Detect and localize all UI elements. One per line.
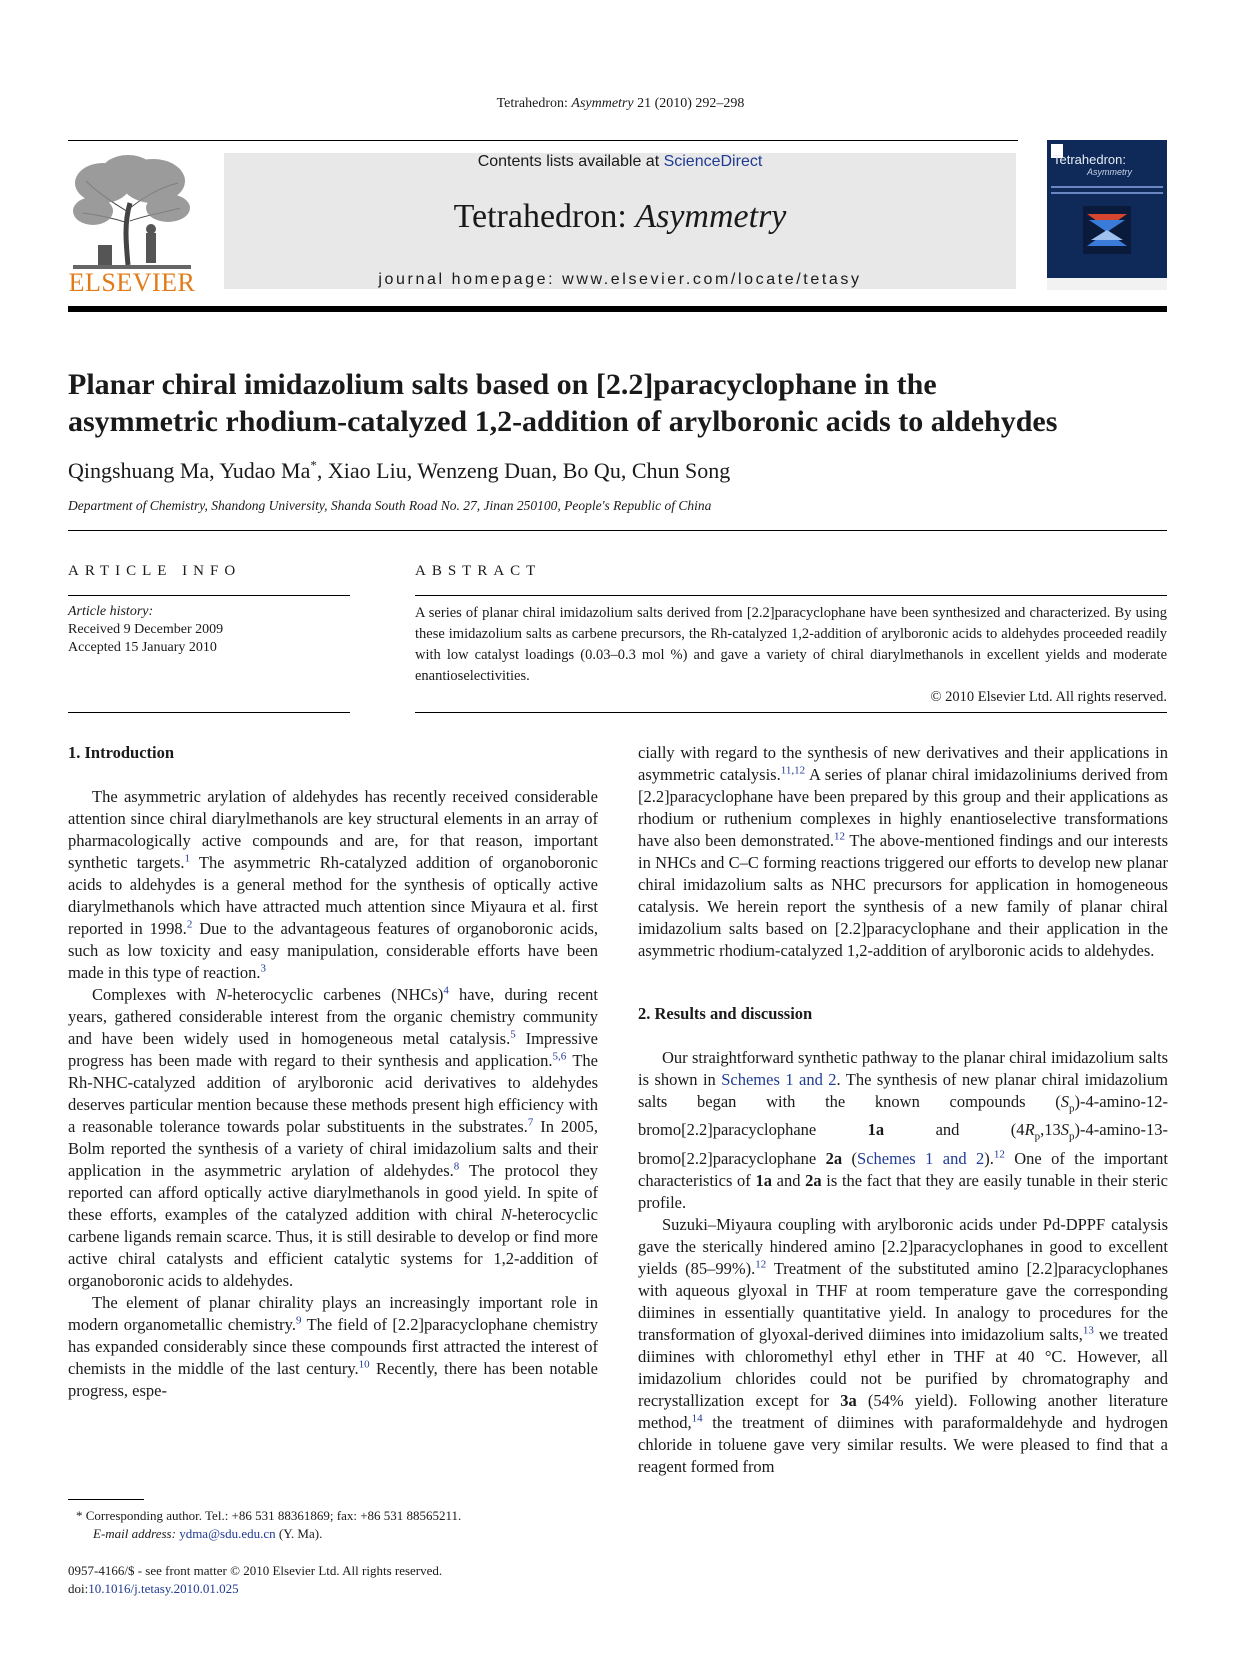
contents-line: Contents lists available at ScienceDirect [477,153,763,170]
doi-link[interactable]: 10.1016/j.tetasy.2010.01.025 [88,1581,239,1596]
header-bottom-rule [68,306,1167,312]
elsevier-wordmark: ELSEVIER [68,268,196,297]
ref-link[interactable]: 8 [453,1160,460,1173]
ref-link[interactable]: 11,12 [780,764,806,777]
journal-name: Tetrahedron: Asymmetry [453,198,787,235]
ref-link[interactable]: 13 [1082,1324,1094,1337]
ref-link[interactable]: 3 [260,962,266,975]
results-paragraph-2: Suzuki–Miyaura coupling with arylboronic acids under Pd-DPPF catalysis gave the sterically hindered amino [2.2]paracyclophanes in good to excellent yields (85–99%).$^{12}$ Treatment of the substituted amino [2.2]paracyclophanes with aqueous glyoxal in THF at room temperature gave the corresponding diimines in essentially quantitative yield. In analogy to procedures for the transformation of glyoxal-derived diimines into imidazolium salts,$^{13}$ we treated diimines with chloromethyl ethyl ether in THF at 40 °C. However, all imidazolium chlorides could not be purified by chromatography and recrystallization except for 3a (54% yield). Following another literature method,$^{14}$ the treatment of diimines with paraformaldehyde and hydrogen chloride in toluene gave very similar results. We were pleased to find that a reagent formed from [638,1214,1169,1476]
journal-citation: Tetrahedron: Asymmetry 21 (2010) 292–298 [496,96,745,111]
intro-paragraph-2: Complexes with N-heterocyclic carbenes (NHCs)$^4$ have, during recent years, gathered considerable interest from the organic chemistry community and have been widely used in homogeneous metal catalysis.$^5$ Impressive progress has been made with regard to their synthesis and application.$^{5,6}$ The Rh-NHC-catalyzed addition of arylboronic acid derivatives to aldehydes deserves particular mention because these methods present high efficiency with a reasonable tolerance towards polar substituents in the substrates.$^7$ In 2005, Bolm reported the synthesis of a variety of chiral imidazolium salts and their application in the asymmetric arylation of aldehydes.$^8$ The protocol they reported can afford optically active diarylmethanols in good yield. In spite of these efforts, examples of the catalyzed addition with chiral N-heterocyclic carbene ligands remain scarce. Thus, it is still desirable to develop or find more active chiral catalysts and efficient catalytic systems for 1,2-addition of organoboronic acids to aldehydes. [68,984,599,1290]
article-history: Article history: Received 9 December 2009 Accepted 15 January 2010 [68,604,224,655]
cover-molecule-graphic [1083,206,1131,254]
affiliation: Department of Chemistry, Shandong University, Shanda South Road No. 27, Jinan 250100, People's Republic of China [68,498,712,513]
body-right-column [638,742,1168,1478]
ref-link[interactable]: 2 [186,918,193,931]
journal-cover-image [1047,140,1167,290]
abstract-heading: ABSTRACT [415,563,542,579]
header-top-rule [68,140,1018,141]
sciencedirect-link[interactable]: ScienceDirect [663,153,763,170]
affiliation-rule [68,530,1167,531]
cover-title: Tetrahedron: [1053,152,1126,167]
email-link[interactable]: ydma@sdu.edu.cn [179,1526,276,1541]
front-matter-info [68,1562,442,1598]
ref-link[interactable]: 9 [295,1314,302,1327]
ref-link[interactable]: 12 [834,830,845,843]
abstract-copyright: © 2010 Elsevier Ltd. All rights reserved. [930,689,1167,705]
ref-link[interactable]: 5,6 [552,1050,567,1063]
ref-link[interactable]: 12 [755,1258,767,1271]
abstract-text: A series of planar chiral imidazolium salts derived from [2.2]paracyclophane have been synthesized and characterized. By using these imidazolium salts as carbene precursors, the Rh-catalyzed 1,2-addition of arylboronic acids to aldehydes proceeded readily with low catalyst loadings (0.03–0.3 mol %) and gave a variety of chiral diarylmethanols in excellent yields and moderate enantioselectivities. © 2010 Elsevier Ltd. All rights reserved. [415,603,1167,708]
ref-link[interactable]: 5 [510,1028,516,1041]
corresponding-author-footnote: * Corresponding author. Tel.: +86 531 88361869; fax: +86 531 88565211. E-mail address: ydma@sdu.edu.cn (Y. Ma). [76,1508,462,1541]
journal-homepage[interactable]: journal homepage: www.elsevier.com/locate/tetasy [378,271,862,288]
intro-paragraph-1: The asymmetric arylation of aldehydes has recently received considerable attention since chiral diarylmethanols are key structural elements in an array of pharmacologically active compounds and are, for that reason, important synthetic targets.$^1$ The asymmetric Rh-catalyzed addition of organoboronic acids to aldehydes is a general method for the synthesis of optically active diarylmethanols which have attracted much attention since Miyaura et al. first reported in 1998.$^2$ Due to the advantageous features of organoboronic acids, such as low toxicity and easy manipulation, considerable efforts have been made in this type of reaction.$^3$ [68,787,598,982]
corresponding-author-marker[interactable]: * [310,457,317,473]
ref-link[interactable]: 14 [691,1412,703,1425]
scheme-link[interactable]: Schemes 1 and 2 [721,1070,837,1089]
article-info-heading: ARTICLE INFO [68,563,242,579]
journal-banner [224,153,1016,289]
scheme-link[interactable]: Schemes 1 and 2 [857,1148,985,1168]
author-list: Qingshuang Ma, Yudao Ma*, Xiao Liu, Wenzeng Duan, Bo Qu, Chun Song [68,457,731,483]
issn-line: 0957-4166/$ - see front matter © 2010 Elsevier Ltd. All rights reserved. [68,1563,443,1578]
ref-link[interactable]: 10 [358,1358,370,1371]
cover-subtitle: Asymmetry [1087,167,1132,177]
footnote-rule [68,1499,144,1500]
body-left-column [68,742,598,1402]
ref-link[interactable]: 4 [443,984,449,997]
section-2-heading: 2. Results and discussion [638,1004,813,1023]
section-1-heading: 1. Introduction [68,743,175,762]
ref-link[interactable]: 7 [527,1116,534,1129]
article-title: Planar chiral imidazolium salts based on [2.2]paracyclophane in the asymmetric rhodium-catalyzed 1,2-addition of arylboronic acids to aldehydes [68,368,1058,438]
doi-line: doi:10.1016/j.tetasy.2010.01.025 [68,1581,239,1596]
results-paragraph-1: Our straightforward synthetic pathway to the planar chiral imidazolium salts is shown in Schemes 1 and 2. The synthesis of new planar chiral imidazolium salts began with the known compounds $(S_p)-4-amino-12-bromo[2.2]paracyclophane$ 1a and $(4R_p,13S_p)-4-amino-13-bromo[2.2]paracyclophane$ 2a (Schemes 1 and 2).$^{12}$ One of the important characteristics of 1a and 2a is the fact that they are easily tunable in their steric profile. [638,1048,1169,1212]
intro-paragraph-3-continued: cially with regard to the synthesis of new derivatives and their applications in asymmetric catalysis.$^{11,12}$ A series of planar chiral imidazoliniums derived from [2.2]paracyclophane have been prepared by this group and their applications as rhodium or ruthenium complexes in highly enantioselective transformations have also been demonstrated.$^{12}$ The above-mentioned findings and our interests in NHCs and C–C forming reactions triggered our efforts to develop new planar chiral imidazolium salts as NHC precursors for application in homogeneous catalysis. We herein report the synthesis of a new family of planar chiral imidazolium salts based on [2.2]paracyclophane and their application in the asymmetric rhodium-catalyzed 1,2-addition of arylboronic acids to aldehydes. [638,743,1168,960]
ref-link[interactable]: 12 [993,1148,1005,1161]
intro-paragraph-3: The element of planar chirality plays an increasingly important role in modern organometallic chemistry.$^9$ The field of [2.2]paracyclophane chemistry has expanded considerably since these compounds first attracted the interest of chemists in the middle of the last century.$^{10}$ Recently, there has been notable progress, espe- [68,1293,598,1400]
ref-link[interactable]: 1 [184,852,191,865]
